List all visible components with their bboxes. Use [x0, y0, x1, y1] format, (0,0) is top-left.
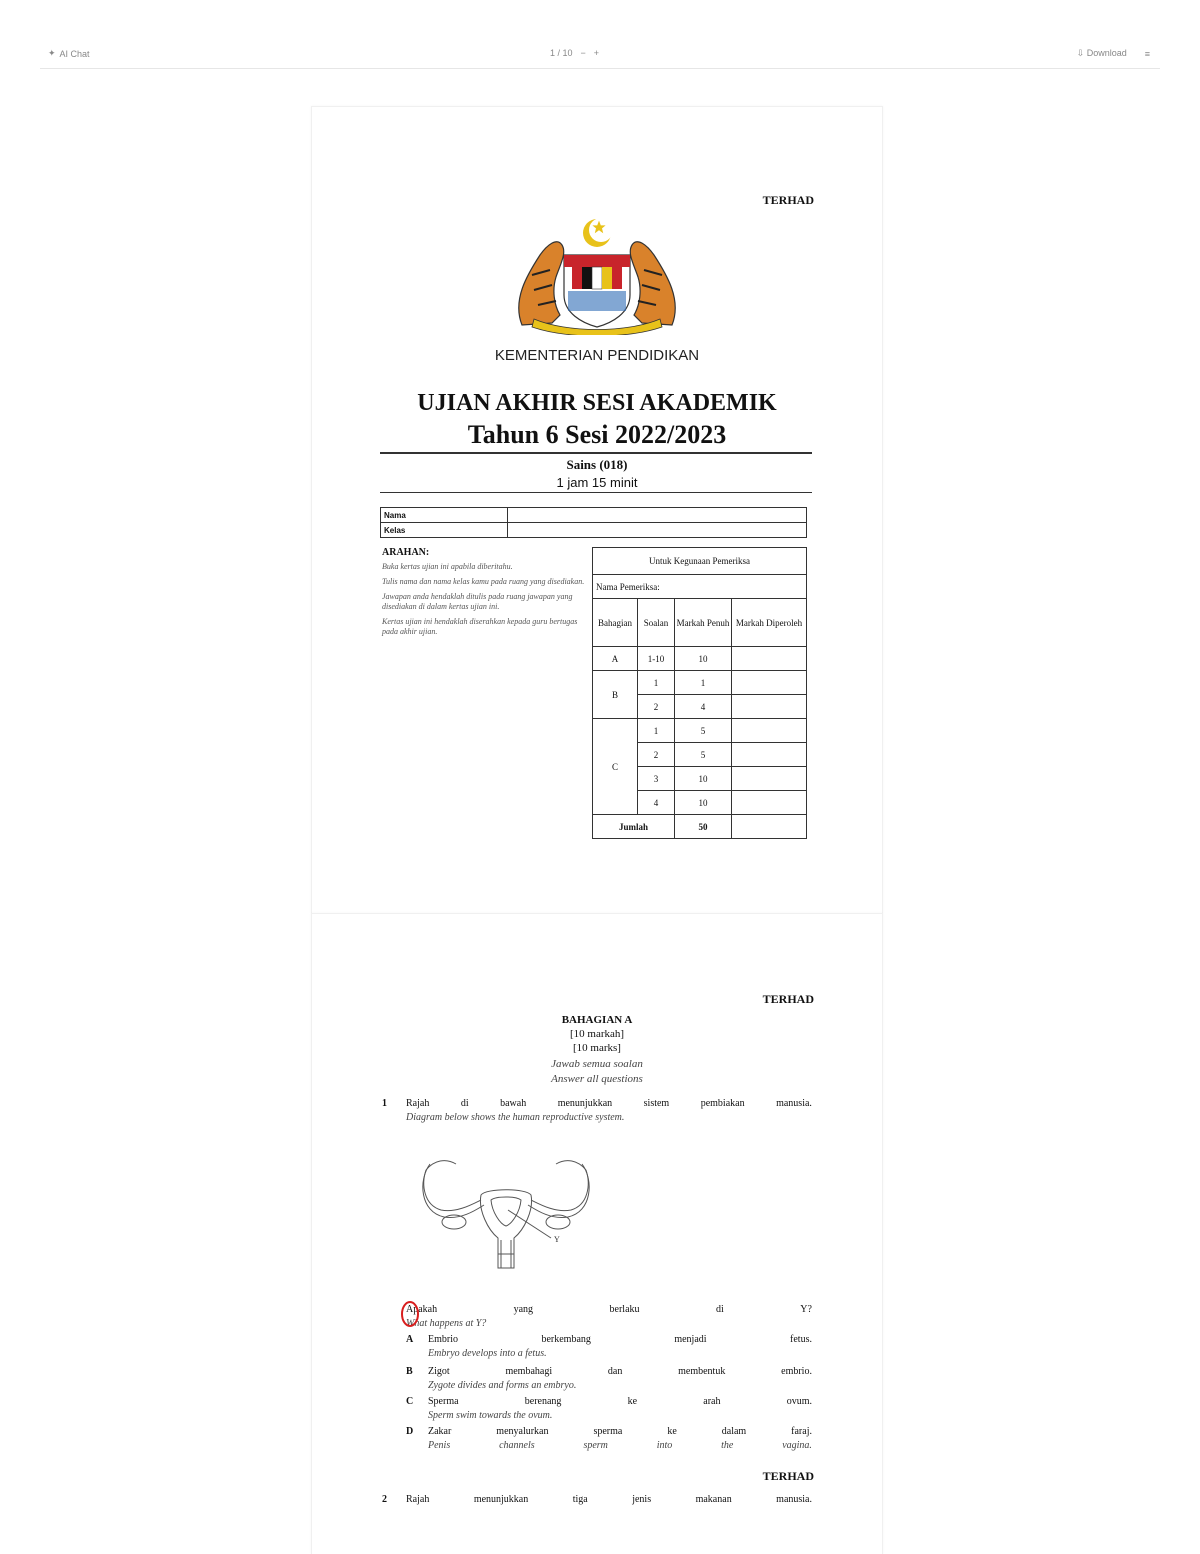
instructions-block	[382, 547, 588, 642]
instruction-item: Buka kertas ujian ini apabila diberitahu.	[382, 562, 513, 571]
option-c-text-my[interactable]	[428, 1396, 812, 1407]
restricted-label: TERHAD	[762, 1469, 814, 1483]
class-label: Kelas	[381, 523, 508, 538]
malaysia-coat-of-arms-logo	[512, 215, 682, 335]
section-marks-en: [10 marks]	[573, 1042, 621, 1054]
word: bawah	[500, 1098, 527, 1109]
word: berlaku	[609, 1304, 640, 1315]
option-a-text-en: Embryo develops into a fetus.	[428, 1348, 547, 1359]
question-1-text-my	[406, 1098, 812, 1109]
question-1-prompt-my	[406, 1304, 812, 1315]
word: manusia.	[776, 1494, 812, 1505]
word: into	[656, 1440, 673, 1451]
word: dan	[607, 1366, 623, 1377]
obtained-cell[interactable]	[732, 695, 807, 719]
word: Apakah	[406, 1304, 438, 1315]
marks-cell: 5	[675, 743, 732, 767]
word: channels	[499, 1440, 535, 1451]
option-d-text-en	[428, 1440, 812, 1451]
word: fetus.	[790, 1334, 812, 1345]
download-button[interactable]	[1077, 48, 1127, 59]
word: Zigot	[428, 1366, 450, 1377]
word: Rajah	[406, 1494, 430, 1505]
student-info-table	[380, 507, 807, 538]
obtained-cell[interactable]	[732, 719, 807, 743]
subject-divider	[380, 492, 812, 493]
word: di	[460, 1098, 469, 1109]
word: membentuk	[678, 1366, 726, 1377]
word: jenis	[632, 1494, 652, 1505]
toolbar-right	[1077, 48, 1150, 59]
word: berenang	[524, 1396, 562, 1407]
marks-cell: 10	[675, 767, 732, 791]
viewer-toolbar	[40, 38, 1160, 69]
menu-icon[interactable]: ≡	[1144, 48, 1150, 59]
word: berkembang	[541, 1334, 591, 1345]
instruction-item: Tulis nama dan nama kelas kamu pada ruang yang disediakan.	[382, 577, 585, 586]
word: menjadi	[674, 1334, 707, 1345]
marks-cell: 1	[675, 671, 732, 695]
title-divider	[380, 452, 812, 454]
word: dalam	[721, 1426, 747, 1437]
word: Rajah	[406, 1098, 430, 1109]
total-obtained-cell[interactable]	[732, 815, 807, 839]
col-obtained-header: Markah Diperoleh	[732, 599, 807, 647]
word: pembiakan	[700, 1098, 745, 1109]
word: menunjukkan	[473, 1494, 529, 1505]
total-marks: 50	[675, 815, 732, 839]
restricted-label: TERHAD	[762, 193, 814, 207]
question-cell: 1	[638, 719, 675, 743]
instruction-item: Jawapan anda hendaklah ditulis pada ruang jawapan yang disediakan di dalam kertas ujian ini.	[382, 592, 573, 611]
marks-cell: 4	[675, 695, 732, 719]
examiner-table	[592, 547, 807, 839]
word: Penis	[428, 1440, 451, 1451]
duration-label: 1 jam 15 minit	[556, 475, 638, 490]
word: makanan	[695, 1494, 732, 1505]
option-a-text-my[interactable]	[428, 1334, 812, 1345]
instruction-item: Kertas ujian ini hendaklah diserahkan kepada guru bertugas pada akhir ujian.	[382, 617, 578, 636]
document-page-2	[311, 913, 883, 1554]
word: vagina.	[782, 1440, 812, 1451]
col-full-marks-header: Markah Penuh	[675, 599, 732, 647]
word: arah	[703, 1396, 721, 1407]
word: manusia.	[776, 1098, 812, 1109]
question-cell: 1	[638, 671, 675, 695]
exam-year-session: Tahun 6 Sesi 2022/2023	[467, 420, 727, 449]
word: sperm	[583, 1440, 608, 1451]
obtained-cell[interactable]	[732, 647, 807, 671]
option-d-letter: D	[406, 1426, 414, 1437]
ministry-name: KEMENTERIAN PENDIDIKAN	[494, 347, 700, 364]
diagram-label-y: Y	[554, 1235, 560, 1244]
obtained-cell[interactable]	[732, 791, 807, 815]
word: membahagi	[505, 1366, 553, 1377]
examiner-name-label: Nama Pemeriksa:	[593, 575, 807, 599]
obtained-cell[interactable]	[732, 767, 807, 791]
word: ke	[667, 1426, 677, 1437]
examiner-table-title: Untuk Kegunaan Pemeriksa	[593, 548, 807, 575]
word: menyalurkan	[496, 1426, 549, 1437]
word: ke	[627, 1396, 638, 1407]
name-label: Nama	[381, 508, 508, 523]
word: Zakar	[428, 1426, 452, 1437]
option-c-text-en: Sperm swim towards the ovum.	[428, 1410, 553, 1421]
option-a-letter: A	[406, 1334, 414, 1345]
page-controls	[550, 48, 599, 58]
word: yang	[513, 1304, 534, 1315]
question-cell: 1-10	[638, 647, 675, 671]
marks-cell: 5	[675, 719, 732, 743]
answer-all-en: Answer all questions	[551, 1073, 643, 1085]
red-annotation-circle	[400, 1300, 420, 1328]
question-number: 2	[382, 1494, 387, 1505]
word: di	[716, 1304, 724, 1315]
download-label: Download	[1086, 48, 1127, 58]
word: tiga	[572, 1494, 588, 1505]
section-cell: B	[593, 671, 638, 719]
section-cell: A	[593, 647, 638, 671]
ai-chat-label: AI Chat	[59, 48, 90, 59]
reproductive-system-diagram	[416, 1150, 596, 1280]
subject-label: Sains (018)	[566, 457, 628, 472]
word: faraj.	[791, 1426, 812, 1437]
total-label: Jumlah	[593, 815, 675, 839]
zoom-in-button[interactable]: +	[593, 48, 600, 58]
col-question-header: Soalan	[638, 599, 675, 647]
section-title: BAHAGIAN A	[561, 1014, 633, 1026]
word: Y?	[800, 1304, 812, 1315]
word: menunjukkan	[557, 1098, 613, 1109]
ai-chat-button[interactable]	[48, 48, 90, 59]
section-cell: C	[593, 719, 638, 815]
option-c-letter: C	[406, 1396, 414, 1407]
word: the	[721, 1440, 734, 1451]
word: ovum.	[786, 1396, 812, 1407]
col-section-header: Bahagian	[593, 599, 638, 647]
option-d-text-my[interactable]	[428, 1426, 812, 1437]
question-2-text-my	[406, 1494, 812, 1505]
option-b-text-my[interactable]	[428, 1366, 812, 1377]
instructions-heading: ARAHAN:	[382, 547, 430, 558]
name-field[interactable]	[508, 508, 807, 523]
question-1-prompt-en: What happens at Y?	[406, 1318, 487, 1329]
word: embrio.	[781, 1366, 812, 1377]
option-b-text-en: Zygote divides and forms an embryo.	[428, 1380, 577, 1391]
marks-cell: 10	[675, 647, 732, 671]
word: Embrio	[428, 1334, 458, 1345]
download-icon: ⇩	[1076, 48, 1085, 58]
question-cell: 2	[638, 695, 675, 719]
zoom-out-button[interactable]: −	[580, 48, 586, 58]
obtained-cell[interactable]	[732, 671, 807, 695]
page-indicator[interactable]: 1 / 10	[550, 48, 573, 58]
word: Sperma	[428, 1396, 459, 1407]
word: sperma	[593, 1426, 623, 1437]
question-cell: 2	[638, 743, 675, 767]
section-marks-my: [10 markah]	[569, 1028, 625, 1040]
question-cell: 4	[638, 791, 675, 815]
answer-all-my: Jawab semua soalan	[551, 1058, 643, 1070]
class-field[interactable]	[508, 523, 807, 538]
question-number: 1	[382, 1098, 387, 1109]
marks-cell: 10	[675, 791, 732, 815]
exam-title: UJIAN AKHIR SESI AKADEMIK	[417, 390, 777, 416]
restricted-label: TERHAD	[762, 992, 814, 1006]
option-b-letter: B	[406, 1366, 413, 1377]
word: sistem	[643, 1098, 670, 1109]
sparkle-icon: ✦	[48, 48, 56, 58]
question-1-text-en: Diagram below shows the human reproductive system.	[406, 1112, 625, 1123]
question-cell: 3	[638, 767, 675, 791]
obtained-cell[interactable]	[732, 743, 807, 767]
document-page-1	[311, 106, 883, 914]
